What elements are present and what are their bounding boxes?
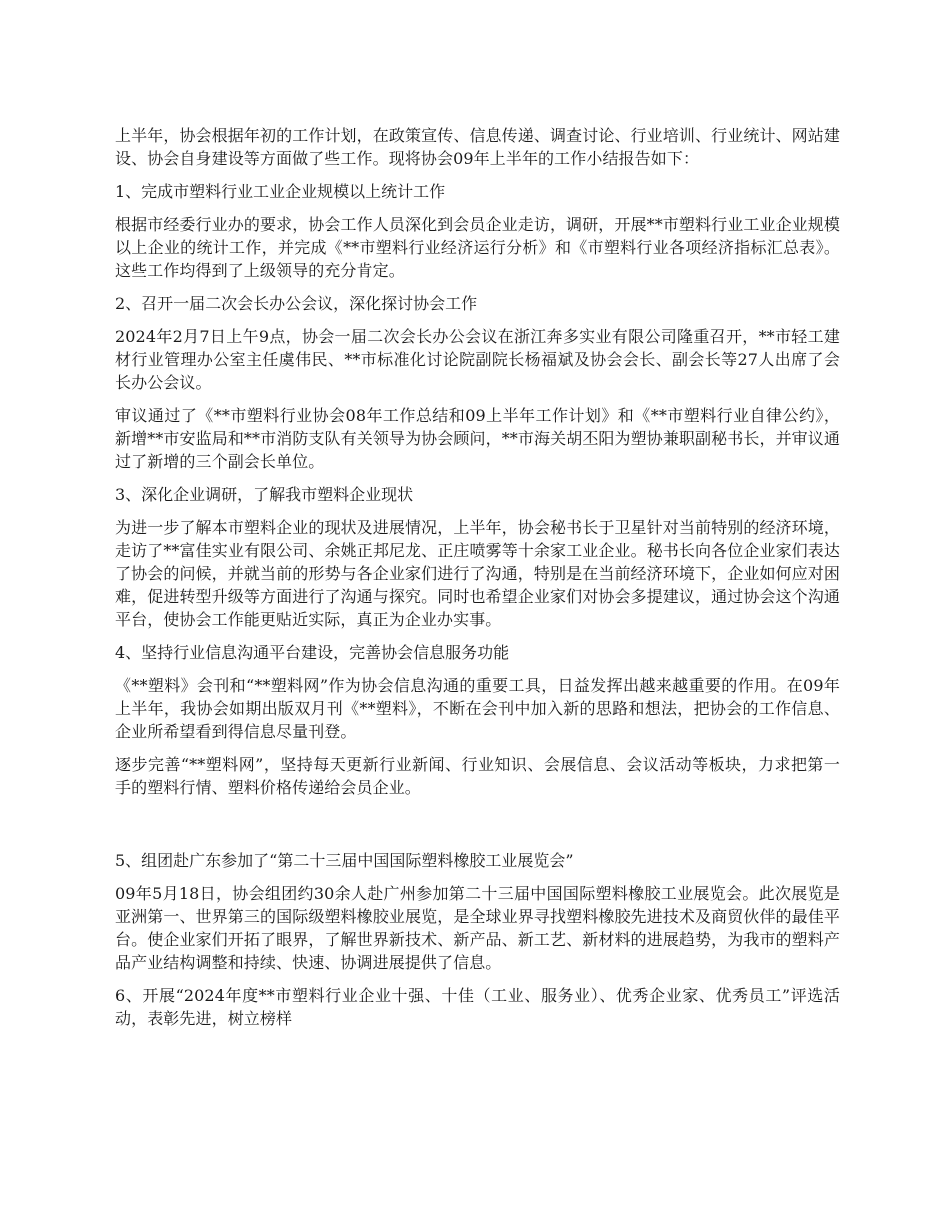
section-4-paragraph-2: 逐步完善“**塑料网”，坚持每天更新行业新闻、行业知识、会展信息、会议活动等板块，力求把第一手的塑料行情、塑料价格传递给会员企业。 — [115, 755, 840, 797]
section-1-heading: 1、完成市塑料行业工业企业规模以上统计工作 — [115, 182, 446, 201]
document-page — [115, 124, 840, 1040]
section-4-heading: 4、坚持行业信息沟通平台建设，完善协会信息服务功能 — [115, 643, 510, 662]
section-2-paragraph-2: 审议通过了《**市塑料行业协会08年工作总结和09上半年工作计划》和《**市塑料行业自律公约》，新增**市安监局和**市消防支队有关领导为协会顾问，**市海关胡丕阳为塑协兼职副秘书长，并审议通过了新增的三个副会长单位。 — [115, 406, 840, 471]
section-3-heading: 3、深化企业调研，了解我市塑料企业现状 — [115, 485, 414, 504]
section-3-paragraph-1: 为进一步了解本市塑料企业的现状及进展情况，上半年，协会秘书长于卫星针对当前特别的经济环境，走访了**富佳实业有限公司、余姚正邦尼龙、正庄喷雾等十余家工业企业。秘书长向各位企业家们表达了协会的问候，并就当前的形势与各企业家们进行了沟通，特别是在当前经济环境下，企业如何应对困难，促进转型升级等方面进行了沟通与探究。同时也希望企业家们对协会多提建议，通过协会这个沟通平台，使协会工作能更贴近实际，真正为企业办实事。 — [115, 518, 840, 629]
section-2-paragraph-1: 2024年2月7日上午9点，协会一届二次会长办公会议在浙江奔多实业有限公司隆重召开，**市轻工建材行业管理办公室主任虞伟民、**市标准化讨论院副院长杨福斌及协会会长、副会长等27人出席了会长办公会议。 — [115, 327, 840, 392]
section-6-heading: 6、开展“2024年度**市塑料行业企业十强、十佳（工业、服务业）、优秀企业家、优秀员工”评选活动，表彰先进，树立榜样 — [115, 986, 840, 1028]
intro-paragraph: 上半年，协会根据年初的工作计划，在政策宣传、信息传递、调查讨论、行业培训、行业统计、网站建设、协会自身建设等方面做了些工作。现将协会09年上半年的工作小结报告如下： — [115, 126, 840, 168]
blank-spacer — [115, 809, 840, 849]
section-1-paragraph-1: 根据市经委行业办的要求，协会工作人员深化到会员企业走访，调研，开展**市塑料行业工业企业规模以上企业的统计工作，并完成《**市塑料行业经济运行分析》和《市塑料行业各项经济指标汇总表》。这些工作均得到了上级领导的充分肯定。 — [115, 215, 840, 280]
section-5-heading: 5、组团赴广东参加了“第二十三届中国国际塑料橡胶工业展览会” — [115, 851, 574, 870]
section-2-heading: 2、召开一届二次会长办公会议，深化探讨协会工作 — [115, 294, 478, 313]
section-5-paragraph-1: 09年5月18日，协会组团约30余人赴广州参加第二十三届中国国际塑料橡胶工业展览会。此次展览是亚洲第一、世界第三的国际级塑料橡胶业展览，是全球业界寻找塑料橡胶先进技术及商贸伙伴的最佳平台。使企业家们开拓了眼界，了解世界新技术、新产品、新工艺、新材料的进展趋势，为我市的塑料产品产业结构调整和持续、快速、协调进展提供了信息。 — [115, 884, 840, 972]
section-4-paragraph-1: 《**塑料》会刊和“**塑料网”作为协会信息沟通的重要工具，日益发挥出越来越重要的作用。在09年上半年，我协会如期出版双月刊《**塑料》，不断在会刊中加入新的思路和想法，把协会的工作信息、企业所希望看到得信息尽量刊登。 — [115, 676, 840, 741]
